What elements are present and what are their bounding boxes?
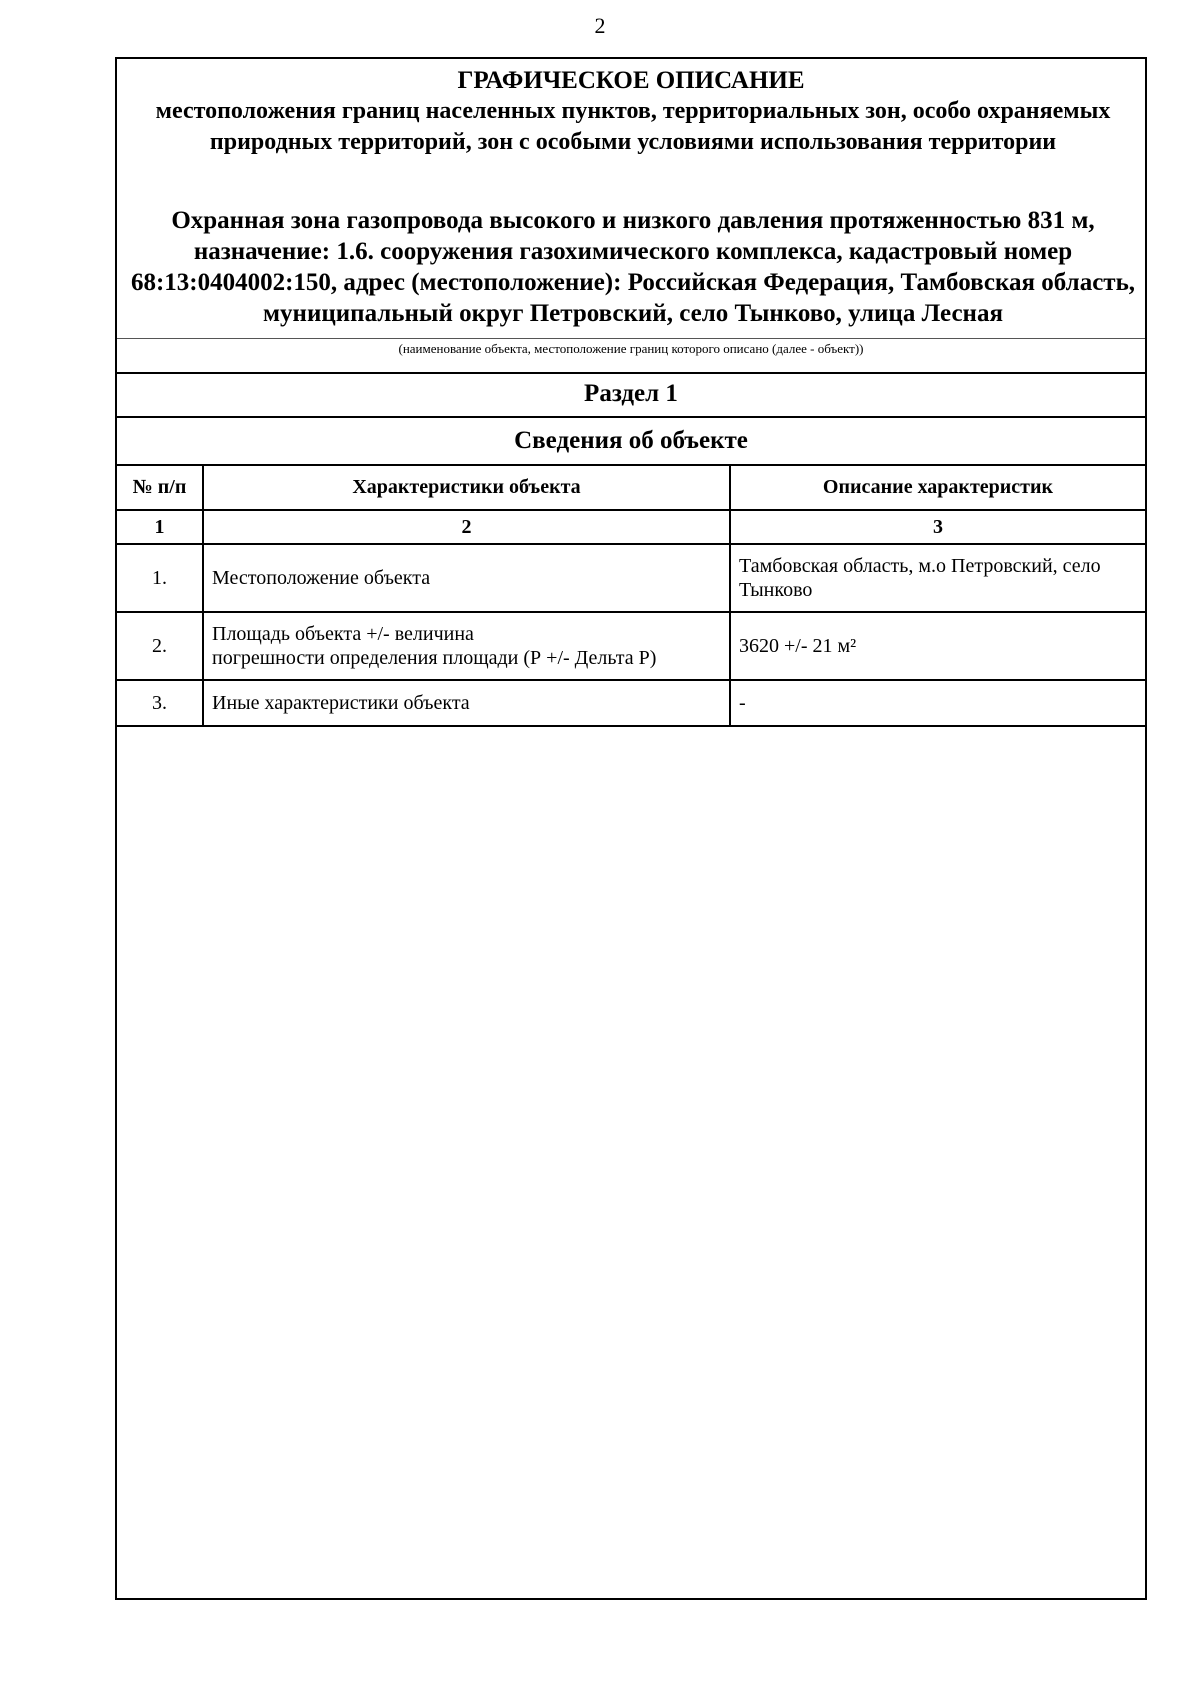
document-title: ГРАФИЧЕСКОЕ ОПИСАНИЕ bbox=[457, 67, 805, 94]
description-cell: Тамбовская область, м.о Петровский, село Тынково bbox=[730, 544, 1145, 612]
document-header bbox=[117, 59, 1145, 339]
characteristic-line: Площадь объекта +/- величина bbox=[212, 623, 474, 645]
column-index: 3 bbox=[730, 510, 1145, 544]
table-header-row bbox=[117, 465, 1145, 510]
object-name: Охранная зона газопровода высокого и низкого давления протяженностью 831 м, назначение: 1.6. сооружения газохимического комплекса, кадастровый номер 68:13:0404002:150, адрес (местоположение): Российская Федерация, Тамбовская область, муниципальный округ Петровский, село Тынково, улица Лесная bbox=[130, 207, 1136, 327]
row-number: 2. bbox=[117, 612, 203, 680]
description-cell: 3620 +/- 21 м² bbox=[730, 612, 1145, 680]
object-name-underline bbox=[117, 338, 1145, 339]
row-number: 3. bbox=[117, 680, 203, 726]
table-row bbox=[117, 612, 1145, 680]
page-number: 2 bbox=[594, 13, 606, 38]
document-frame bbox=[115, 57, 1147, 1600]
description-cell: - bbox=[730, 680, 1145, 726]
column-index: 2 bbox=[203, 510, 730, 544]
characteristic-cell: Местоположение объекта bbox=[203, 544, 730, 612]
column-header-number: № п/п bbox=[117, 465, 203, 510]
characteristic-line: погрешности определения площади (Р +/- Дельта Р) bbox=[212, 647, 657, 669]
characteristic-cell bbox=[203, 612, 730, 680]
object-info-table bbox=[117, 464, 1145, 727]
row-number: 1. bbox=[117, 544, 203, 612]
object-caption: (наименование объекта, местоположение границ которого описано (далее - объект)) bbox=[398, 341, 864, 356]
column-index: 1 bbox=[117, 510, 203, 544]
table-row bbox=[117, 544, 1145, 612]
column-index-row bbox=[117, 510, 1145, 544]
section-label: Раздел 1 bbox=[584, 380, 678, 407]
column-header-characteristic: Характеристики объекта bbox=[203, 465, 730, 510]
column-header-description: Описание характеристик bbox=[730, 465, 1145, 510]
document-subtitle: местоположения границ населенных пунктов, территориальных зон, особо охраняемых природных территорий, зон с особыми условиями использования территории bbox=[155, 98, 1111, 155]
characteristic-cell: Иные характеристики объекта bbox=[203, 680, 730, 726]
section-title: Сведения об объекте bbox=[514, 427, 748, 454]
table-row bbox=[117, 680, 1145, 726]
